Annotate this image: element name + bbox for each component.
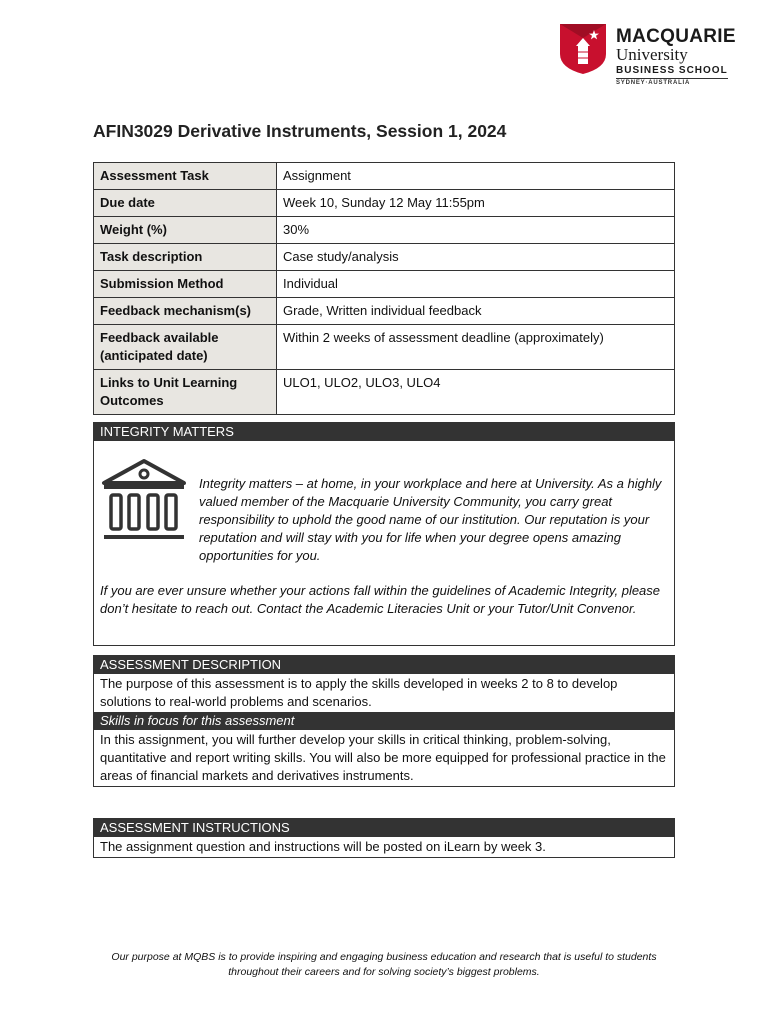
assessment-description-section bbox=[93, 655, 675, 787]
footer-purpose-statement: Our purpose at MQBS is to provide inspiring and engaging business education and research that is useful to students throughout their careers and for solving society’s biggest problems. bbox=[111, 951, 657, 978]
info-value: 30% bbox=[277, 217, 675, 244]
page-title: AFIN3029 Derivative Instruments, Session 1, 2024 bbox=[93, 121, 507, 141]
info-label: Submission Method bbox=[94, 271, 277, 298]
skills-body: In this assignment, you will further develop your skills in critical thinking, problem-solving, quantitative and report writing skills. You will also be more equipped for professional practice in the areas of financial markets and derivatives instruments. bbox=[100, 732, 666, 783]
instructions-header: ASSESSMENT INSTRUCTIONS bbox=[94, 819, 674, 837]
info-label: Feedback mechanism(s) bbox=[94, 298, 277, 325]
skills-header: Skills in focus for this assessment bbox=[94, 712, 674, 730]
logo-line-university: University bbox=[616, 45, 688, 64]
info-row bbox=[94, 370, 675, 415]
macquarie-logo bbox=[560, 24, 736, 86]
info-label: Links to Unit Learning Outcomes bbox=[94, 370, 277, 415]
info-value: Week 10, Sunday 12 May 11:55pm bbox=[277, 190, 675, 217]
info-row bbox=[94, 163, 675, 190]
assessment-instructions-section bbox=[93, 818, 675, 858]
info-value: ULO1, ULO2, ULO3, ULO4 bbox=[277, 370, 675, 415]
info-row bbox=[94, 244, 675, 271]
info-value: Individual bbox=[277, 271, 675, 298]
university-crest-icon bbox=[560, 24, 606, 74]
description-body: The purpose of this assessment is to apply the skills developed in weeks 2 to 8 to develop solutions to real-world problems and scenarios. bbox=[100, 676, 618, 709]
logo-divider bbox=[616, 78, 728, 79]
info-row bbox=[94, 271, 675, 298]
info-row bbox=[94, 325, 675, 370]
instructions-body: The assignment question and instructions will be posted on iLearn by week 3. bbox=[100, 839, 546, 854]
logo-line-location: SYDNEY·AUSTRALIA bbox=[616, 80, 691, 86]
description-header: ASSESSMENT DESCRIPTION bbox=[94, 656, 674, 674]
logo-line-business-school: BUSINESS SCHOOL bbox=[616, 65, 728, 76]
info-row bbox=[94, 190, 675, 217]
assessment-info-table bbox=[93, 162, 675, 415]
info-value: Case study/analysis bbox=[277, 244, 675, 271]
info-label: Task description bbox=[94, 244, 277, 271]
info-label: Weight (%) bbox=[94, 217, 277, 244]
info-label: Assessment Task bbox=[94, 163, 277, 190]
info-label: Feedback available (anticipated date) bbox=[94, 325, 277, 370]
info-value: Assignment bbox=[277, 163, 675, 190]
info-value: Within 2 weeks of assessment deadline (approximately) bbox=[277, 325, 675, 370]
logo-line-macquarie: MACQUARIE bbox=[616, 26, 736, 47]
institution-building-icon bbox=[100, 457, 188, 543]
integrity-matters-section bbox=[93, 422, 675, 646]
integrity-paragraph-2: If you are ever unsure whether your actions fall within the guidelines of Academic Integrity, please don’t hesitate to reach out. Contact the Academic Literacies Unit or your Tutor/Unit Convenor. bbox=[100, 583, 661, 616]
integrity-paragraph-1: Integrity matters – at home, in your workplace and here at University. As a highly valued member of the Macquarie University Community, you carry great responsibility to uphold the good name of our institution. Our reputation is your reputation and will stay with you for life when your degree opens amazing opportunities for you. bbox=[199, 476, 662, 563]
info-value: Grade, Written individual feedback bbox=[277, 298, 675, 325]
info-row bbox=[94, 298, 675, 325]
info-row bbox=[94, 217, 675, 244]
integrity-header: INTEGRITY MATTERS bbox=[94, 423, 674, 441]
info-label: Due date bbox=[94, 190, 277, 217]
